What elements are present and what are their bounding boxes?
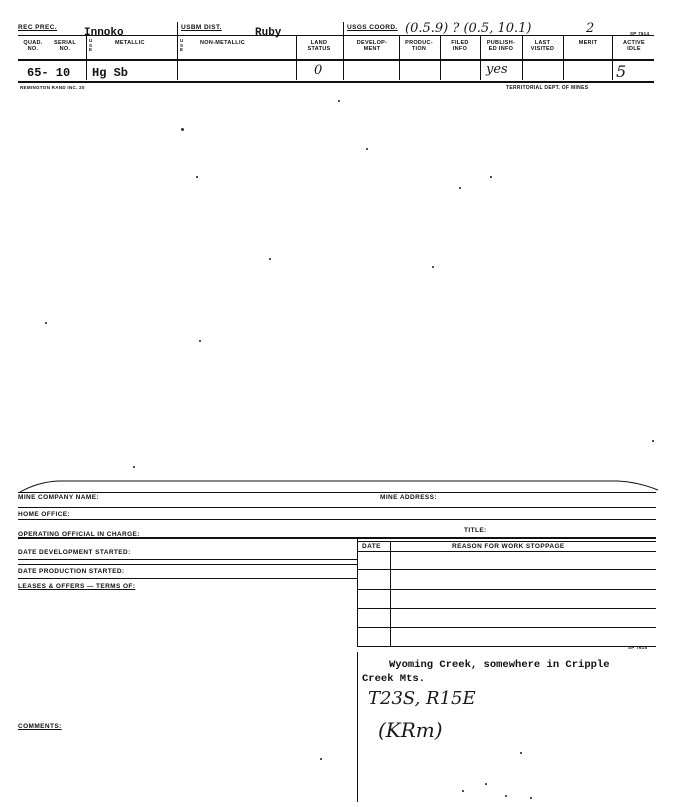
bottom-line-4b xyxy=(357,541,656,542)
scan-speck xyxy=(320,758,322,760)
title-label: TITLE: xyxy=(464,527,487,534)
col-metallic-header: METALLIC xyxy=(115,40,145,46)
active-idle-value: 5 xyxy=(616,62,627,81)
scan-speck xyxy=(485,783,487,785)
table-row-line xyxy=(357,627,656,628)
scan-speck xyxy=(462,790,464,792)
scan-speck xyxy=(505,795,507,797)
top-divider xyxy=(563,36,564,80)
table-divider xyxy=(357,652,358,802)
top-divider xyxy=(86,36,87,80)
top-card-line-2 xyxy=(18,59,654,61)
scan-speck xyxy=(366,148,368,150)
table-row-line xyxy=(357,608,656,609)
mine-address-label: MINE ADDRESS: xyxy=(380,494,437,501)
scan-speck xyxy=(338,100,340,102)
scan-speck xyxy=(520,752,522,754)
col-published-info-header: PUBLISH- ED INFO xyxy=(486,40,516,52)
reason-column-header: REASON FOR WORK STOPPAGE xyxy=(452,543,565,550)
col-filed-info-header: FILED INFO xyxy=(451,40,469,52)
date-column-header: DATE xyxy=(362,543,381,550)
scan-speck xyxy=(196,176,198,178)
scan-speck xyxy=(459,187,461,189)
handwritten-note-line-2: (KRm) xyxy=(378,718,443,742)
top-divider xyxy=(177,22,178,80)
bottom-line-1 xyxy=(18,492,656,493)
quad-serial-value: 65- 10 xyxy=(27,66,71,80)
land-status-value: 0 xyxy=(314,63,323,78)
usbm-dist-value: Ruby xyxy=(255,27,282,39)
usgs-coord-value: (0.5.9) ? (0.5, 10.1) xyxy=(405,21,532,36)
scan-speck xyxy=(45,322,47,324)
official-label: OPERATING OFFICIAL IN CHARGE: xyxy=(18,531,140,538)
col-last-visited-header: LAST VISITED xyxy=(530,40,555,52)
scan-speck xyxy=(133,466,135,468)
bottom-line-4 xyxy=(18,537,656,539)
col-use-metallic: U S E xyxy=(89,38,93,53)
typed-note-line-2: Creek Mts. xyxy=(362,673,426,685)
table-row-line xyxy=(357,646,656,647)
published-value: yes xyxy=(486,62,508,77)
col-development-header: DEVELOP- MENT xyxy=(356,40,388,52)
col-active-idle-header: ACTIVE IDLE xyxy=(623,40,645,52)
top-card-line-3 xyxy=(18,81,654,83)
rec-prec-label: REC PREC. xyxy=(18,24,57,31)
col-quad-header: QUAD. NO. xyxy=(23,40,43,52)
table-divider xyxy=(390,541,391,647)
usgs-coord-mark: 2 xyxy=(586,21,595,36)
scan-speck xyxy=(530,797,532,799)
typed-note-line-1: Wyoming Creek, somewhere in Cripple xyxy=(389,659,610,671)
bottom-line-3 xyxy=(18,519,656,520)
usgs-coord-label: USGS COORD. xyxy=(347,24,398,31)
scan-speck xyxy=(199,340,201,342)
handwritten-note-line-1: T23S, R15E xyxy=(368,688,476,709)
top-divider xyxy=(440,36,441,80)
top-form-number: SP 7614 xyxy=(630,31,650,36)
mine-company-label: MINE COMPANY NAME: xyxy=(18,494,99,501)
table-row-line xyxy=(357,589,656,590)
top-footer-left: REMINGTON RAND INC. 20 xyxy=(20,85,85,90)
col-use-nonmetallic: U S E xyxy=(180,38,184,53)
col-nonmetallic-header: NON-METALLIC xyxy=(200,40,246,46)
top-divider xyxy=(343,22,344,80)
top-divider xyxy=(399,36,400,80)
scan-speck xyxy=(432,266,434,268)
table-divider xyxy=(357,537,358,647)
col-serial-header: SERIAL NO. xyxy=(54,40,76,52)
scan-speck xyxy=(652,440,654,442)
left-line-3 xyxy=(18,578,357,579)
col-land-status-header: LAND STATUS xyxy=(307,40,331,52)
prod-started-label: DATE PRODUCTION STARTED: xyxy=(18,568,125,575)
top-divider xyxy=(296,36,297,80)
top-footer-right: TERRITORIAL DEPT. OF MINES xyxy=(506,85,589,91)
leases-label: LEASES & OFFERS — TERMS OF: xyxy=(18,583,136,590)
top-divider xyxy=(480,36,481,80)
scan-speck xyxy=(181,128,184,131)
home-office-label: HOME OFFICE: xyxy=(18,511,71,518)
bottom-line-2 xyxy=(18,507,656,508)
usbm-dist-label: USBM DIST. xyxy=(181,24,222,31)
rec-prec-value: Innoko xyxy=(84,27,124,39)
scan-speck xyxy=(490,176,492,178)
bottom-form-number: SP 7615 xyxy=(628,645,648,650)
comments-label: COMMENTS: xyxy=(18,723,62,730)
left-line-1 xyxy=(18,559,357,560)
top-divider xyxy=(522,36,523,80)
col-merit-header: MERIT xyxy=(578,40,598,46)
top-divider xyxy=(612,36,613,80)
metallic-value: Hg Sb xyxy=(92,66,129,80)
table-row-line xyxy=(357,551,656,552)
dev-started-label: DATE DEVELOPMENT STARTED: xyxy=(18,549,131,556)
scan-speck xyxy=(269,258,271,260)
card-top-edge xyxy=(18,476,660,496)
left-line-2 xyxy=(18,564,357,565)
table-row-line xyxy=(357,569,656,570)
col-production-header: PRODUC- TION xyxy=(405,40,433,52)
